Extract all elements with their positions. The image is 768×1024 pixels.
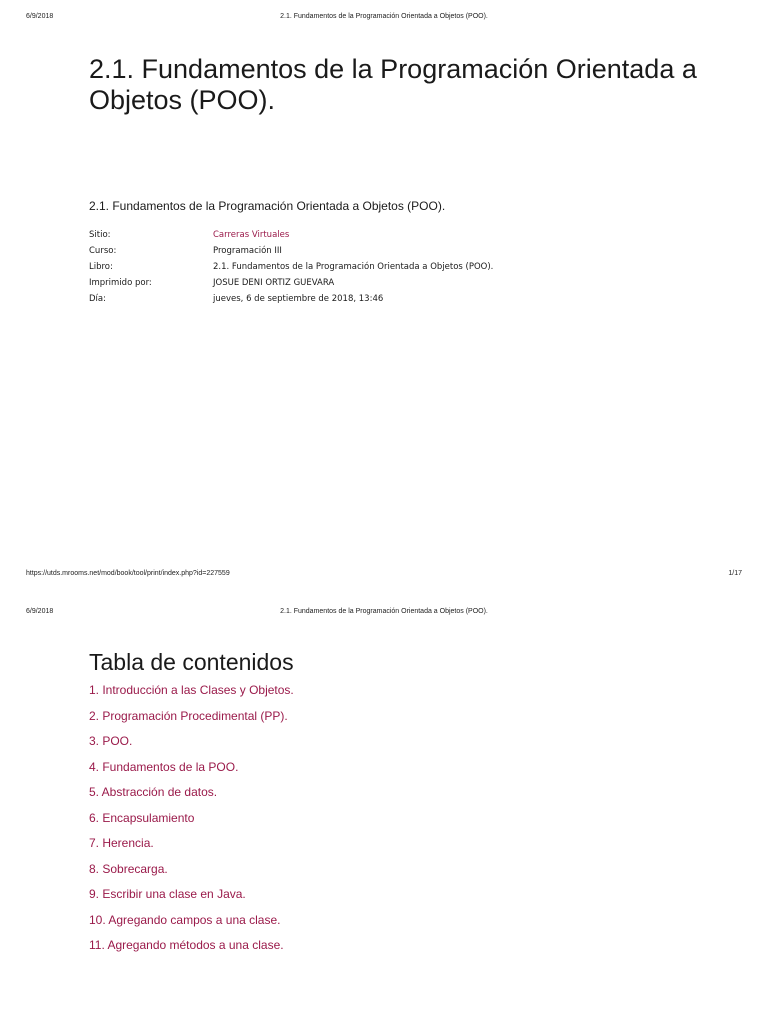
toc-item	[89, 886, 294, 912]
toc-item	[89, 708, 294, 734]
toc-title: Tabla de contenidos	[89, 649, 294, 675]
book-subtitle: 2.1. Fundamentos de la Programación Orientada a Objetos (POO).	[89, 199, 446, 213]
print-date: 6/9/2018	[26, 608, 54, 615]
print-date: 6/9/2018	[26, 13, 54, 20]
toc-link[interactable]: 10. Agregando campos a una clase.	[89, 912, 281, 927]
print-header-title: 2.1. Fundamentos de la Programación Orientada a Objetos (POO).	[280, 608, 488, 615]
toc-item	[89, 937, 294, 963]
toc-link[interactable]: 3. POO.	[89, 734, 133, 748]
toc-link[interactable]: 1. Introducción a las Clases y Objetos.	[89, 683, 294, 697]
toc-link[interactable]: 5. Abstracción de datos.	[89, 785, 218, 799]
book-metadata	[89, 227, 493, 307]
toc-item	[89, 810, 294, 836]
toc-link[interactable]: 4. Fundamentos de la POO.	[89, 759, 239, 774]
meta-value: Programación III	[213, 246, 282, 256]
toc-link[interactable]: 9. Escribir una clase en Java.	[89, 887, 246, 901]
toc-link[interactable]: 6. Encapsulamiento	[89, 810, 195, 825]
toc-link[interactable]: 7. Herencia.	[89, 836, 154, 850]
meta-label: Día:	[89, 294, 106, 304]
toc-item	[89, 861, 294, 887]
meta-label: Libro:	[89, 262, 113, 272]
toc-item	[89, 733, 294, 759]
toc-item	[89, 784, 294, 810]
meta-label: Imprimido por:	[89, 278, 152, 288]
toc-link[interactable]: 2. Programación Procedimental (PP).	[89, 708, 288, 723]
toc-item	[89, 682, 294, 708]
toc-list	[89, 682, 294, 963]
toc-item	[89, 759, 294, 785]
site-link[interactable]: Carreras Virtuales	[213, 230, 290, 240]
meta-row-site	[89, 227, 493, 243]
meta-row-book	[89, 259, 493, 275]
meta-value: JOSUE DENI ORTIZ GUEVARA	[213, 278, 335, 288]
meta-value: 2.1. Fundamentos de la Programación Orientada a Objetos (POO).	[213, 262, 494, 272]
meta-label: Sitio:	[89, 230, 111, 240]
meta-row-printed-by	[89, 275, 493, 291]
meta-row-day	[89, 291, 493, 307]
print-header-title: 2.1. Fundamentos de la Programación Orientada a Objetos (POO).	[280, 13, 488, 20]
meta-row-course	[89, 243, 493, 259]
toc-item	[89, 912, 294, 938]
page-title: 2.1. Fundamentos de la Programación Orientada a Objetos (POO).	[89, 54, 697, 115]
meta-value: jueves, 6 de septiembre de 2018, 13:46	[213, 294, 384, 304]
toc-link[interactable]: 8. Sobrecarga.	[89, 861, 168, 876]
print-footer-url: https://utds.mrooms.net/mod/book/tool/print/index.php?id=227559	[26, 570, 230, 577]
page-number: 1/17	[728, 570, 742, 577]
toc-item	[89, 835, 294, 861]
meta-label: Curso:	[89, 246, 117, 256]
toc-link[interactable]: 11. Agregando métodos a una clase.	[89, 938, 284, 952]
